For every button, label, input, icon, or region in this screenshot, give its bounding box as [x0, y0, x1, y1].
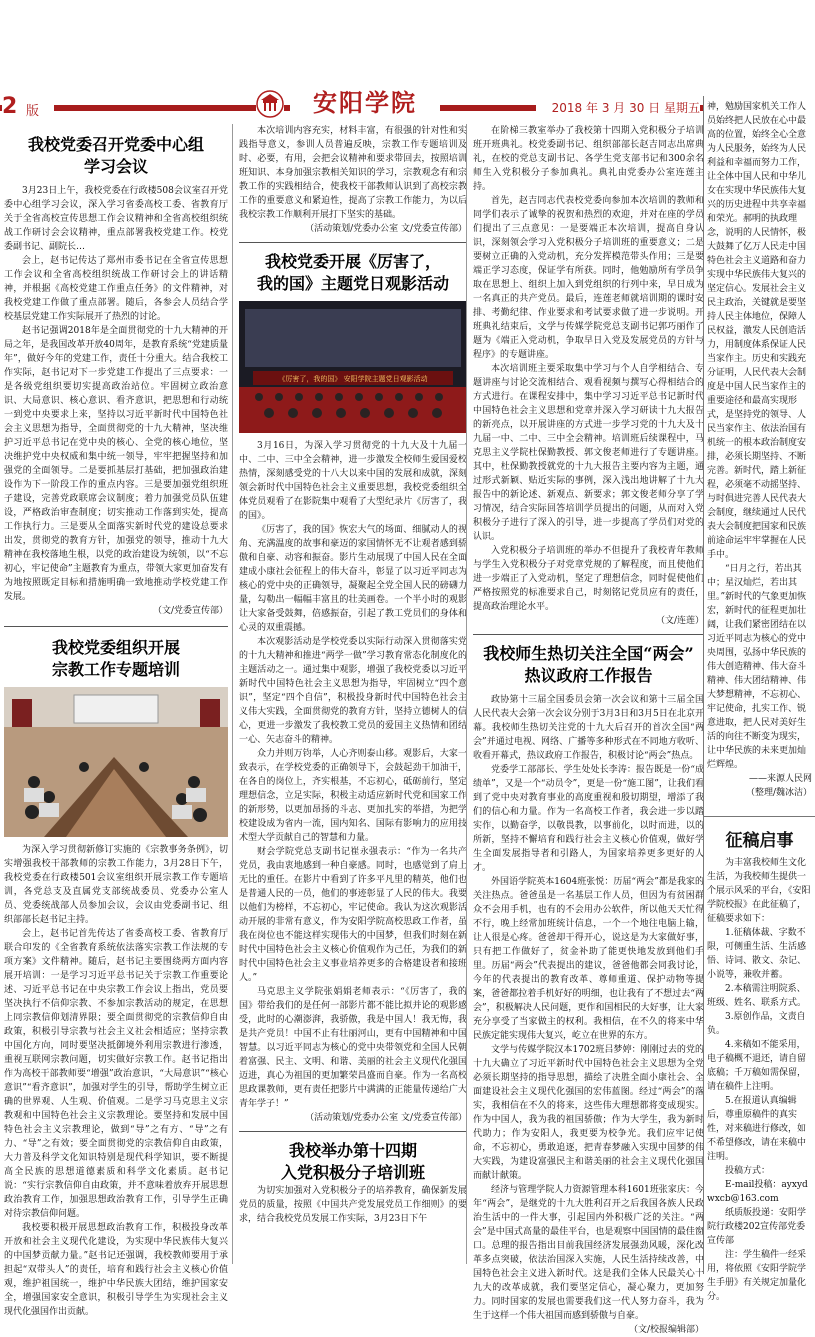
- issue-date: 2018 年 3 月 30 日 星期五: [536, 99, 700, 115]
- page-label: 版: [26, 104, 40, 119]
- title-line: 热议政府工作报告: [524, 666, 653, 685]
- call-for-papers-box: [703, 816, 815, 1302]
- divider: [704, 816, 815, 817]
- box-text: [707, 856, 812, 1302]
- right-column-text: [707, 100, 812, 816]
- byline: （活动策划/党委办公室 文/党委宣传部）: [305, 224, 467, 234]
- paragraph: 纸质版投递：安阳学院行政楼202宣传部党委宣传部: [707, 1208, 807, 1246]
- title-line: 我校党委开展《厉害了，: [264, 252, 441, 271]
- source-line: ——来源人民网: [748, 774, 812, 784]
- paragraph: 文学与传媒学院汉本1702班吕梦婷：刚刚过去的党的十九大确立了习近平新时代中国特色社会主义思想为全党必须长期坚持的指导思想，描绘了决胜全面小康社会、全面建设社会主义现代化强国的宏伟蓝图。经过“两会”的落实，我相信在不久的将来，这些伟大理想都将变成现实。作为中国人，我为我的祖国骄傲；作为大学生，我为新时代助力；作为安阳人，我更要为校争光。我们应牢记使命，不忘初心，勇敢追逐，把青春梦融入实现中国梦的伟大实践，为建设富强民主和谐美丽的社会主义现代化强国而献计献策。: [473, 1045, 704, 1181]
- title-line: 我校党委组织开展: [51, 638, 180, 657]
- title-line: 入党积极分子培训班: [280, 1163, 425, 1182]
- paragraph: 为切实加强对入党积极分子的培养教育，确保新发展党员的质量，按照《中国共产党发展党员工作细则》的要求，结合我校党员发展工作实际，3月23日下午: [239, 1186, 467, 1224]
- paragraph: 首先，赵吉同志代表校党委向参加本次培训的教师和同学们表示了诚挚的祝贺和热烈的欢迎，并对在座的学员们提出了三点意见：一是要端正本次培训，提高自身认识，深刻领会学习入党积极分子培训班的重要意义；二是要树立正确的入党动机，充分发挥模范带头作用；三是要端正学习态度，保证学有所获。同时，他勉励所有学员争取在思想上、组织上加入到党组织的行列中来，早日成为一名真正的共产党员。最后，连莲老师就培训期的课时安排、考勤纪律、作业要求和考试要求做了进一步说明。开班典礼结束后，文学与传媒学院党总支副书记郭巧丽作了题为《端正入党动机，争取早日入党及发展党员的方针与程序》的专题讲座。: [473, 196, 704, 360]
- paragraph: 神，勉励国家机关工作人员始终把人民放在心中最高的位置，始终全心全意为人民服务，始终为人民利益和幸福而努力工作，让全体中国人民和中华儿女在实现中华民族伟大复兴的历史进程中共享幸福和荣光。郝明的执政理念，说明的人民情怀，极大鼓舞了亿万人民走中国特色社会主义道路和奋力实现中华民族伟大复兴的坚定信心。发展社会主义民主政治，关键就是要坚持人民主体地位，保障人民权益，激发人民创造活力，用制度体系保证人民当家作主。历史和实践充分证明，人民代表大会制度是中国人民当家作主的重要途径和最高实现形式，是坚持党的领导、人民当家作主、依法治国有机统一的根本政治制度安排，必须长期坚持、不断完善。新时代，踏上新征程，必须毫不动摇坚持、与时俱进完善人民代表大会制度，继续通过人民代表大会制度把国家和民族前途命运牢牢掌握在人民手中。: [707, 102, 807, 560]
- paragraph: 在阶梯三教室举办了我校第十四期入党积极分子培训班开班典礼。校党委副书记、组织部部长赵吉同志出席典礼，在校的党总支副书记、各学生党支部书记和300余名师生入党积极分子参加典礼。典礼由党委办公室连莲主持。: [473, 126, 704, 192]
- right-column-article: [703, 96, 815, 816]
- paragraph: 5.在报道认真编辑后，尊重原稿件的真实性，对来稿进行修改，如不希望修改，请在来稿中注明。: [707, 1096, 807, 1162]
- paragraph: 2.本稿需注明院系、班级、姓名、联系方式。: [707, 984, 807, 1008]
- paragraph: 会上，赵书记首先传达了省委高校工委、省教育厅联合印发的《全省教育系统依法落实宗教工作法规的专项方案》文件精神。随后，赵书记主要围绕两方面内容展开培训：一是学习习近平总书记关于宗教工作重要论述、习近平总书记在中央宗教工作会议上指出，党员要坚决执行不信仰宗教、不参加宗教活动的规定，在思想上同宗教信仰划清界限；要全面贯彻党的宗教信仰自由政策，积极引导宗教与社会主义社会相适应；坚持宗教中国化方向，同时要坚决抵御境外利用宗教进行渗透，重视互联网宗教问题，切实做好宗教工作。赵书记指出作为高校干部教师要“增强”政治意识，“大局意识”“核心意识”“看齐意识”，加强对学生的引导，帮助学生树立正确的世界观、人生观、价值观。二是学习马克思主义宗教观和中国特色社会主义宗教理论。要坚持和发展中国特色社会主义宗教理论，做到“导”之有方、“导”之有力、“导”之有效；要全面贯彻党的宗教信仰自由政策，大力普及科学文化知识特别是现代科学知识，要不断提高全民族的思想道德素质和科学文化素质。赵书记说：“实行宗教信仰自由政策，并不意味着放弃开展思想政治教育工作，加强思想政治教育工作，引导学生正确对待宗教信仰问题。: [4, 929, 228, 1219]
- paragraph: 本次观影活动是学校党委以实际行动深入贯彻落实党的十九大精神和推进“两学一做”学习教育常态化制度化的主题活动之一。通过集中观影，增强了我校党委以习近平新时代中国特色社会主义思想为指导，牢固树立“四个意识”，坚定“四个自信”，积极投身新时代中国特色社会主义伟大实践，全面贯彻党的教育方针，坚持立德树人的信心，更进一步激发了我校教工党员的爱国主义热情和团结一心、矢志奋斗的精神。: [239, 637, 467, 745]
- byline: （文/党委宣传部）: [152, 606, 228, 616]
- school-emblem-icon: [256, 90, 284, 118]
- column-2: [232, 124, 467, 1264]
- divider: [4, 626, 228, 627]
- paragraph: 经济与管理学院人力资源管理本科1601班张家庆：今年“两会”，是继党的十九大胜利召开之后我国各族人民政治生活中的一件大事，引起国内外积极广泛的关注。“两会”是中国式高量的最佳平台，也是观察中国国情的最佳窗口。总理的报告指出目前我国经济发展强劲风暖，深化改革多点突破，依法治国深入实施，人民生活持续改善，中国特色社会主义进入新时代。这是我们全体人民最关心十九大的改革成就，我们要坚定信心，凝心聚力，更加努力。同时国家的发展也需要我们这一代人努力奋斗，我为生于这样一个伟大祖国而感到骄傲与自豪。: [473, 1185, 704, 1321]
- paragraph: 入党积极分子培训班的举办不但提升了我校青年教师与学生入党积极分子对党章党规的了解程度，而且使他们进一步端正了入党动机，坚定了理想信念，同时促使他们严格按照党的标准要求自己，时刻铭记党员应有的责任，提高政治理论水平。: [473, 546, 704, 612]
- paragraph: 投稿方式：: [725, 1166, 771, 1176]
- paragraph: 赵书记强调2018年是全面贯彻党的十九大精神的开局之年，是我国改革开放40周年，是教育系统“党建质量年”，做好今年的党建工作，责任十分重大。结合我校工作实际，赵书记对下一步党建工作提出了三点要求：一是各级党组织要切实提高政治站位。牢固树立政治意识、大局意识、核心意识、看齐意识，把思想和行动统一到党中央要求上来，坚持以习近平新时代中国特色社会主义思想为指导，全面贯彻党的十九大精神，坚决维护习近平总书记在党中央的核心、全党的核心地位，坚决维护党中央权威和集中统一领导，牢牢把握坚持和加强党的全面领导。二是要抓基层打基础，把加强政治建设作为下一阶段工作的重点内容。三是要加强党组织班子建设，完善党政联席会议制度；着力加强党员队伍建设，严格政治审查制度；切实推动工作落到实处，提高工作执行力。三是要从全面落实新时代党的建设总要求出发，贯彻党的教育方针，加强党的领导，推动十九大精神在我校落地生根，以党的政治建设为统领，以“不忘初心，牢记使命”主题教育为重点，带领大家更加奋发有为地按照既定目标和措施明确一致地推动学校党建工作发展。: [4, 326, 228, 602]
- paragraph: 为丰富我校师生文化生活，为我校师生提供一个展示风采的平台，《安阳学院校报》在此征稿了，征稿要求如下：: [707, 858, 811, 924]
- article-title: [4, 637, 228, 681]
- paragraph: 众力并则万钧举，人心齐则泰山移。观影后，大家一致表示，在学校党委的正确领导下，会鼓起劲干加油干，在各自的岗位上，齐实根基，不忘初心，砥砺前行，坚定理想信念，立足实际，积极主动适应新时代党和国家工作的新形势，以更加昂扬的斗志、更加扎实的举措，为把学校建设成为省内一流，国内知名、国际有影响力的应用技术型大学贡献自己的智慧和力量。: [239, 749, 467, 843]
- title-line: 我校师生热切关注全国“两会”: [483, 644, 694, 663]
- page-number: 2: [2, 94, 18, 119]
- title-line: 我的国》主题党日观影活动: [256, 274, 449, 293]
- box-title: 征稿启事: [725, 831, 794, 851]
- divider: [473, 634, 704, 635]
- article-title: [239, 251, 467, 295]
- byline: （文/连莲）: [655, 616, 704, 626]
- article-title: [4, 134, 228, 178]
- meeting-photo: [4, 687, 228, 837]
- cinema-photo: [239, 301, 467, 433]
- divider: [239, 242, 467, 243]
- paragraph: 注：学生稿件一经采用，将依照《安阳学院学生手册》有关规定加量化分。: [707, 1250, 807, 1302]
- byline: （活动策划/党委办公室 文/党委宣传部）: [305, 1113, 467, 1123]
- paragraph: 外国语学院英本1604班张悦：历届“两会”都是我家的关注热点。爸爸虽是一名基层工作人员，但因为有贫困群众不会用手机，也有的不会用办公软件，所以他天天忙得不行，晚上经常加班统计信息，一个一个地往电脑上输，让人很是心疼。爸爸却干得开心，说这是为大家做好事，只有把工作做好了，贫金补助了能更快地发放到他们手里。历届“两会”代表提出的建议，爸爸他都会同我讨论，今年的代表提出的教育改革、尊师重道、保护动物等提案，爸爸都拉着手机好好的明细，也让我有了不想过去“两会”，积极解决人民问题，更作和国相民的大好事，让大家充分享受了当家做主的权利。我相信，在不久的将来中华民族定能实现伟大复兴，屹立在世界的东方。: [473, 877, 704, 1041]
- title-line: 宗教工作专题培训: [51, 660, 180, 679]
- paragraph: 为深入学习贯彻新修订实施的《宗教事务条例》，切实增强我校干部教师的宗教工作能力，3月28日下午，我校党委在行政楼501会议室组织开展宗教工作专题培训，各党总支及直属党支部统战委员、党委办公室人员、党委统战部人员参加会议，会议由党委副书记、组织部部长赵书记主持。: [4, 845, 228, 925]
- paragraph: 3月16日，为深入学习贯彻党的十九大及十九届一中、二中、三中全会精神，进一步激发全校师生爱国爱校热情，深刻感受党的十八大以来中国的发展和成就，深刻领会新时代中国特色社会主义重要思想，我校党委组织全体党员观看了在影院集中观看了大型纪录片《厉害了，我的国》。: [239, 441, 467, 521]
- paragraph: 本次培训班主要采取集中学习与个人自学相结合、专题讲座与讨论交流相结合、观看视频与撰写心得相结合的方式进行。在课程安排中，集中学习习近平总书记新时代中国特色社会主义思想和党章并深入学习研读十九大报告的新亮点，以开展讲座的方式进一步学习党的十九大及十九届一中、二中、三中全会精神。培训班后续课程中，马克思主义学院杜保勤教授、郭文俊老师进行了专题讲座。其中，杜保勤教授就党的十九大报告主要内容为主题，通过形式新颖、贴近实际的事例，深入浅出地讲解了十九大报告中的新论述、新观点、新要求；郭文俊老师分享了学习情况，结合实际回答培训学员提出的问题，从而对入党积极分子进行了深入的引导，进一步提高了学员们对党的认识。: [473, 364, 704, 542]
- column-3: [466, 124, 704, 1335]
- paragraph: 3月23日上午，我校党委在行政楼508会议室召开党委中心组学习会议，深入学习省委高校工委、省教育厅关于全省高校宣传思想工作会议精神和全省高校组织统战工作研讨会会议精神，重点部署我校党建工作。校党委副书记、副院长…: [4, 186, 228, 252]
- byline: （文/校报编辑部）: [628, 1325, 704, 1335]
- paragraph: 我校要积极开展思想政治教育工作，积极投身改革开放和社会主义现代化建设，为实现中华民族伟大复兴的中国梦贡献力量。”赵书记还强调，我校教师要用于承担起“双带头人”的责任，培育和践行社会主义核心价值观，维护祖国统一，维护中华民族大团结，维护国家安全，增强国家安全意识，积极引导学生为实现社会主义现代化强国作出贡献。: [4, 1223, 228, 1317]
- paragraph: 党委学工部部长、学生处处长李涛：报告既是一份“成绩单”，又是一个“动员令”，更是一份“施工图”，让我们看到了党中央对教育事业的高度重视和殷切期望，增添了我们的信心和力量。作为一名高校工作者，我会进一步以踏实作，以勤奋学，以敬畏教，以事前化，以时而进，以的所新，坚持不懈培育和践行社会主义核心价值观，做好学生全面发展指导者和引路人，为国家培养更多更好的人才。: [473, 765, 704, 873]
- paragraph: 1.征稿体裁、字数不限，可侧重生活、生活感悟、诗词、散文、杂记、小说等，兼收并蓄。: [707, 928, 807, 980]
- photo-caption: 《厉害了，我的国》 安阳学院主题党日观影活动: [278, 375, 428, 383]
- title-line: 我校党委召开党委中心组: [27, 135, 204, 154]
- newspaper-name: 安阳学院: [290, 88, 440, 118]
- paragraph: 财会学院党总支副书记崔永强表示：“作为一名共产党员，我由衷地感到一种自豪感。同时，也感觉到了肩上无比的重任。在影片中看到了许多平凡里的精英，他们也是普通人民的一员，他们的事迹彰显了人民的伟大。我要以他们为榜样，不忘初心，牢记使命。我认为这次观影活动开展的非常有意义，作为安阳学院高校思政工作者，虽我在岗位也不能这样实现伟大的中国梦，但我们时刻在新时代中国特色社会主义核心价值观作为己任，为我们的新时代中国特色社会主义事业培养更多的合格建设者和接班人。”: [239, 847, 467, 983]
- editor-line: （整理/魏冰洁）: [745, 788, 812, 798]
- paragraph: 政协第十三届全国委员会第一次会议和第十三届全国人民代表大会第一次会议分别于3月3日和3月5日在北京开幕。我校师生热切关注党的十九大后召开的首次全国“两会”并通过电视、网络、广播等多种形式在不同地方收听、收看开幕式，热议政府工作报告，积极讨论“两会”热点。: [473, 695, 704, 761]
- article-title: [473, 643, 704, 687]
- title-line: 学习会议: [83, 157, 148, 176]
- paragraph: 3.原创作品，文责自负。: [707, 1012, 806, 1036]
- article-title: [239, 1140, 467, 1184]
- page-number-badge: [2, 96, 54, 118]
- title-line: 我校举办第十四期: [288, 1141, 417, 1160]
- paragraph: 本次培训内容充实，材料丰富，有很强的针对性和实践指导意义，参训人员普遍反映，宗教工作专题培训及时、必要，有用，会把会议精神和要求带回去，按照培训班知识、本身加强宗教相关知识的学习，宗教观念有和宗教工作的实践相结合，使我校干部教师认识到了高校宗教工作的重要意义和紧迫性，提高了宗教工作能力，为以后我校宗教工作顺利开展打下坚实的基础。: [239, 126, 467, 220]
- paragraph: 4.来稿如不能采用，电子稿概不退还，请自留底稿；千万稿如需保留，请在稿件上注明。: [707, 1040, 807, 1092]
- column-1: [4, 124, 228, 1317]
- paragraph: 《厉害了，我的国》恢宏大气的场面、细腻动人的视角、充满温度的故事和豪迈的家国情怀无不让观者感到骄傲和自豪、动容和振奋。影片生动展现了中国人民在全面建成小康社会征程上的伟大奋斗，彰显了以习近平同志为核心的党中央的正确领导，凝聚起全党全国人民的磅礴力量，勾勒出一幅幅丰富且的壮美画卷。一个半小时的观影让大家备受鼓舞，倍感振奋，引起了教工党员们的身体和心灵的双重震撼。: [239, 525, 467, 633]
- email-line: E-mail投稿：ayxydwxcb@163.com: [707, 1180, 808, 1204]
- divider: [239, 1131, 467, 1132]
- paragraph: “日月之行，若出其中；星汉灿烂，若出其里。”新时代的气象更加恢宏，新时代的征程更加壮阔，让我们紧密团结在以习近平同志为核心的党中央周围，弘扬中华民族的伟大创造精神、伟大奋斗精神、伟大团结精神、伟大梦想精神，不忘初心、牢记使命，扎实工作、锐意进取，把人民对美好生活的向往不断变为现实，让中华民族的未来更加灿烂辉煌。: [707, 564, 807, 770]
- paragraph: 会上，赵书记传达了郑州市委书记在全省宣传思想工作会议和全省高校组织统战工作研讨会上的讲话精神，并根据《高校党建工作重点任务》的文件精神，对我校党建工作做了重点部署。随后，各参会人员结合学校基层党建工作实际展开了热烈的讨论。: [4, 256, 228, 322]
- paragraph: 马克思主义学院张娟娟老师表示：“《厉害了，我的国》带给我们的是任何一部影片都不能比拟并论的观影感受，此时的心潮澎湃，我骄傲，我是中国人！我无悔，我是共产党员！中国不止有壮丽河山，更有中国精神和中国智慧。以习近平同志为核心的党中央带领党和全国人民朝着富强、民主、文明、和谐、美丽的社会主义现代化强国迈进，真心为祖国的更加繁荣昌盛而自豪。作为一名高校思政课教师，更有责任把影片中满满的正能量传递给广大青年学子！”: [239, 987, 467, 1109]
